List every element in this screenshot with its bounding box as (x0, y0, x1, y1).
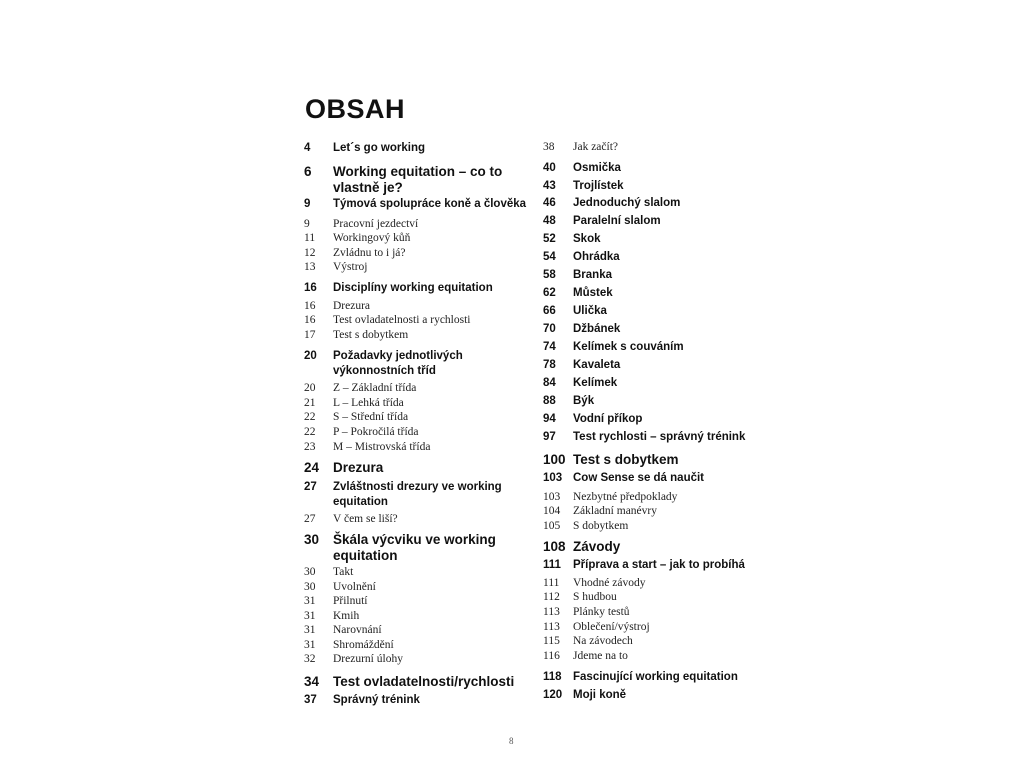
toc-entry-title: Týmová spolupráce koně a člověka (333, 198, 527, 210)
toc-entry (543, 250, 620, 265)
toc-page-number: 46 (543, 197, 556, 209)
toc-page-number: 23 (304, 441, 316, 453)
toc-entry (543, 214, 661, 229)
toc-entry-title: Cow Sense se dá naučit (573, 472, 705, 484)
toc-page-number: 20 (304, 382, 316, 394)
toc-page-number: 54 (543, 251, 556, 263)
toc-entry-title: Drezura (333, 460, 384, 475)
toc-entry (543, 322, 620, 337)
toc-page-number: 16 (304, 314, 316, 326)
toc-entry-title: Plánky testů (573, 606, 630, 618)
toc-entry (304, 197, 526, 212)
toc-page-number: 11 (304, 232, 316, 244)
toc-page-number: 32 (304, 653, 316, 665)
toc-page-number: 31 (304, 595, 316, 607)
toc-entry (543, 504, 657, 519)
toc-entry (543, 412, 642, 427)
toc-page-number: 17 (304, 329, 316, 341)
toc-page-number: 34 (304, 674, 320, 689)
toc-page-number: 70 (543, 323, 556, 335)
toc-entry (304, 281, 493, 296)
toc-entry (543, 471, 704, 486)
toc-entry (304, 580, 376, 595)
toc-entry-title: S – Střední třída (333, 411, 409, 423)
toc-entry (304, 652, 403, 667)
toc-entry (543, 670, 738, 685)
toc-entry (304, 381, 416, 396)
toc-entry-title: Fascinující working equitation (573, 671, 738, 683)
toc-entry-title: Shromáždění (333, 639, 394, 651)
toc-page-number: 30 (304, 532, 320, 547)
toc-entry-title: Branka (573, 269, 612, 281)
toc-page-number: 13 (304, 261, 316, 273)
page-title: OBSAH (305, 94, 406, 124)
toc-entry (304, 425, 419, 440)
toc-entry (543, 576, 646, 591)
toc-page-number: 9 (304, 198, 311, 210)
toc-entry (304, 313, 470, 328)
toc-page-number: 38 (543, 141, 555, 153)
toc-entry (304, 609, 359, 624)
toc-entry-title: Škála výcviku ve working equitation (333, 532, 496, 563)
toc-entry (543, 452, 679, 468)
toc-entry-title: Paralelní slalom (573, 215, 661, 227)
toc-page-number: 103 (543, 472, 563, 484)
toc-entry-title: Disciplíny working equitation (333, 282, 493, 294)
toc-entry-title: L – Lehká třída (333, 397, 404, 409)
toc-entry (543, 286, 613, 301)
toc-page-number: 37 (304, 694, 317, 706)
toc-page-number: 31 (304, 610, 316, 622)
toc-entry (304, 231, 410, 246)
toc-entry-title: Příprava a start – jak to probíhá (573, 559, 745, 571)
toc-page-number: 111 (543, 559, 561, 571)
toc-page-number: 94 (543, 413, 556, 425)
toc-entry (543, 161, 621, 176)
toc-entry (304, 674, 514, 690)
toc-page-number: 120 (543, 689, 563, 701)
toc-entry (304, 460, 383, 476)
toc-entry (304, 396, 404, 411)
toc-page-number: 40 (543, 162, 556, 174)
toc-entry-title: Test rychlosti – správný trénink (573, 431, 746, 443)
toc-entry (304, 638, 394, 653)
toc-entry-title: Vodní příkop (573, 413, 643, 425)
toc-entry-title: Základní manévry (573, 505, 657, 517)
toc-page-number: 100 (543, 452, 566, 467)
toc-entry (543, 519, 628, 534)
toc-entry-title: Working equitation – co to vlastně je? (333, 164, 503, 195)
toc-entry (543, 268, 612, 283)
toc-page-number: 88 (543, 395, 556, 407)
toc-entry-title: Přilnutí (333, 595, 368, 607)
toc-entry (543, 634, 633, 649)
toc-page-number: 20 (304, 350, 317, 362)
toc-entry-title: Uvolnění (333, 581, 376, 593)
toc-entry (543, 605, 630, 620)
toc-entry-title: S hudbou (573, 591, 617, 603)
toc-entry-title: V čem se liší? (333, 513, 398, 525)
toc-entry-title: Vhodné závody (573, 577, 646, 589)
toc-page-number: 12 (304, 247, 316, 259)
toc-page-number: 22 (304, 411, 316, 423)
toc-entry-title: Můstek (573, 287, 613, 299)
toc-entry (543, 232, 601, 247)
toc-entry-title: Zvláštnosti drezury ve working equitation (333, 481, 502, 508)
toc-page-number: 111 (543, 577, 560, 589)
toc-entry (543, 376, 617, 391)
toc-entry (543, 304, 607, 319)
toc-entry (304, 217, 418, 232)
toc-entry-title: Na závodech (573, 635, 633, 647)
toc-entry (304, 299, 370, 314)
toc-entry (543, 179, 624, 194)
toc-entry (304, 512, 398, 527)
toc-entry (543, 590, 617, 605)
toc-page-number: 84 (543, 377, 556, 389)
toc-entry (304, 410, 408, 425)
toc-page-number: 4 (304, 142, 311, 154)
toc-page-number: 16 (304, 300, 316, 312)
toc-entry (543, 649, 628, 664)
toc-entry (304, 328, 408, 343)
toc-page-number: 27 (304, 481, 317, 493)
toc-page-number: 43 (543, 180, 556, 192)
toc-page-number: 78 (543, 359, 556, 371)
toc-page-number: 31 (304, 639, 316, 651)
toc-page-number: 113 (543, 606, 560, 618)
toc-entry (304, 623, 382, 638)
toc-entry (543, 688, 626, 703)
toc-entry-title: Zvládnu to i já? (333, 247, 406, 259)
toc-page-number: 103 (543, 491, 561, 503)
toc-entry-title: Pracovní jezdectví (333, 218, 419, 230)
toc-page-number: 22 (304, 426, 316, 438)
toc-entry-title: Jak začít? (573, 141, 619, 153)
toc-entry-title: Požadavky jednotlivých výkonnostních tříd (333, 350, 463, 377)
toc-entry-title: Osmička (573, 162, 621, 174)
toc-page-number: 74 (543, 341, 556, 353)
toc-page-number: 104 (543, 505, 561, 517)
toc-page-number: 112 (543, 591, 560, 603)
toc-page-number: 115 (543, 635, 560, 647)
toc-entry-title: Nezbytné předpoklady (573, 491, 678, 503)
toc-entry (304, 440, 430, 455)
toc-entry (543, 430, 745, 445)
toc-entry (304, 594, 368, 609)
toc-entry-title: Džbánek (573, 323, 621, 335)
toc-entry-title: Test ovladatelnosti a rychlosti (333, 314, 471, 326)
toc-entry-title: Test s dobytkem (573, 452, 679, 467)
toc-entry (543, 140, 618, 155)
toc-page-number: 24 (304, 460, 320, 475)
toc-entry (304, 480, 508, 510)
toc-entry-title: Kelímek s couváním (573, 341, 684, 353)
toc-entry (304, 349, 508, 379)
toc-entry-title: Ulička (573, 305, 607, 317)
toc-page-number: 16 (304, 282, 317, 294)
toc-entry-title: Jednoduchý slalom (573, 197, 681, 209)
toc-entry-title: Oblečení/výstroj (573, 621, 650, 633)
toc-entry (543, 558, 745, 573)
toc-page-number: 6 (304, 164, 312, 179)
toc-entry-title: Drezura (333, 300, 371, 312)
toc-entry-title: Býk (573, 395, 595, 407)
toc-entry (543, 394, 594, 409)
toc-entry-title: Moji koně (573, 689, 627, 701)
toc-page-number: 58 (543, 269, 556, 281)
toc-entry (543, 620, 650, 635)
toc-page-number: 30 (304, 566, 316, 578)
toc-page-number: 27 (304, 513, 316, 525)
toc-entry (543, 358, 620, 373)
toc-entry-title: Výstroj (333, 261, 368, 273)
toc-entry-title: Správný trénink (333, 694, 420, 706)
toc-page-number: 97 (543, 431, 556, 443)
toc-entry-title: Závody (573, 539, 621, 554)
toc-entry (304, 532, 508, 564)
toc-entry-title: Z – Základní třída (333, 382, 417, 394)
toc-page-number: 9 (304, 218, 310, 230)
toc-entry-title: Trojlístek (573, 180, 624, 192)
toc-entry (543, 196, 680, 211)
toc-entry (543, 539, 620, 555)
toc-entry (543, 340, 684, 355)
page-number: 8 (509, 736, 514, 746)
toc-entry-title: Skok (573, 233, 601, 245)
toc-page-number: 116 (543, 650, 560, 662)
toc-page-number: 31 (304, 624, 316, 636)
toc-page-number: 48 (543, 215, 556, 227)
toc-page-number: 108 (543, 539, 566, 554)
toc-page-number: 66 (543, 305, 556, 317)
toc-entry-title: M – Mistrovská třída (333, 441, 431, 453)
toc-page-number: 118 (543, 671, 562, 683)
toc-entry-title: Workingový kůň (333, 232, 411, 244)
toc-page-number: 21 (304, 397, 316, 409)
toc-entry (304, 260, 368, 275)
toc-entry-title: Takt (333, 566, 354, 578)
toc-entry-title: Test s dobytkem (333, 329, 409, 341)
toc-entry-title: Drezurní úlohy (333, 653, 403, 665)
toc-entry (304, 565, 353, 580)
toc-entry-title: S dobytkem (573, 520, 629, 532)
toc-page-number: 113 (543, 621, 560, 633)
toc-entry-title: Let´s go working (333, 142, 425, 154)
toc-page-number: 62 (543, 287, 556, 299)
toc-entry (304, 141, 425, 156)
toc-entry (304, 164, 508, 196)
toc-entry-title: Test ovladatelnosti/rychlosti (333, 674, 515, 689)
toc-page-number: 52 (543, 233, 556, 245)
toc-entry-title: Kavaleta (573, 359, 621, 371)
toc-entry-title: Jdeme na to (573, 650, 628, 662)
toc-entry-title: Narovnání (333, 624, 382, 636)
toc-page-number: 30 (304, 581, 316, 593)
toc-entry (304, 693, 420, 708)
toc-entry-title: P – Pokročilá třída (333, 426, 419, 438)
toc-page-number: 105 (543, 520, 561, 532)
toc-entry-title: Kelímek (573, 377, 618, 389)
toc-entry-title: Ohrádka (573, 251, 620, 263)
toc-entry (543, 490, 677, 505)
toc-entry-title: Kmih (333, 610, 360, 622)
toc-entry (304, 246, 406, 261)
